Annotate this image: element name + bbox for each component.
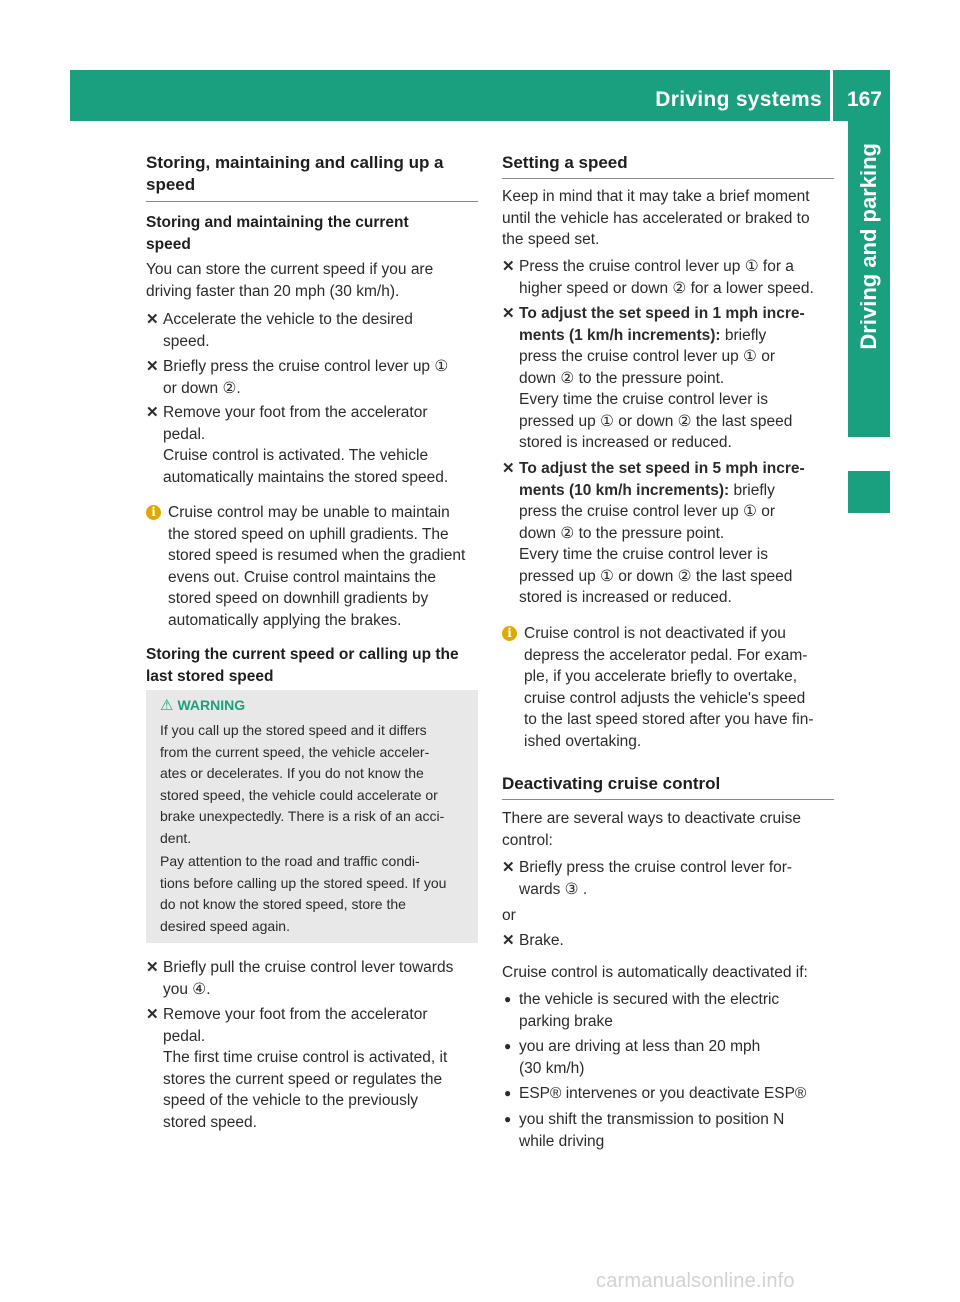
text-line: you ④. <box>163 980 211 998</box>
text-line: pressed up ① or down ② the last speed <box>519 567 793 585</box>
info-note <box>146 502 478 631</box>
text-line: speed. <box>163 332 210 350</box>
section-title: Driving systems <box>655 88 822 111</box>
subheading-line: last stored speed <box>146 667 274 685</box>
text-line: press the cruise control lever up ① or <box>519 503 775 520</box>
subheading-line: Storing the current speed or calling up the <box>146 646 459 663</box>
list-item <box>502 1083 834 1105</box>
text-line: brake unexpectedly. There is a risk of an acci- <box>160 808 445 824</box>
text-span: briefly <box>724 326 767 344</box>
text-line: from the current speed, the vehicle acceler- <box>160 743 430 760</box>
text-line: driving faster than 20 mph (30 km/h). <box>146 282 400 300</box>
section-heading <box>146 152 478 196</box>
step-marker-icon: ✕ <box>146 404 159 421</box>
warning-triangle-icon: ⚠ <box>160 697 174 714</box>
paragraph <box>502 186 834 251</box>
step-marker-icon: ✕ <box>146 959 159 976</box>
text-line: stored is increased or reduced. <box>519 589 732 606</box>
text-line: ates or decelerates. If you do not know the <box>160 765 424 781</box>
text-line: Remove your foot from the accelerator <box>163 1006 428 1023</box>
text-line: Cruise control is activated. The vehicle <box>163 447 429 464</box>
text-line: do not know the stored speed, store the <box>160 896 406 912</box>
instruction-step <box>502 458 834 609</box>
subheading <box>146 644 478 687</box>
text-line: wards ③ . <box>519 880 588 898</box>
paragraph <box>146 259 478 302</box>
text-line: stores the current speed or regulates the <box>163 1070 443 1088</box>
text-line: There are several ways to deactivate cruise <box>502 810 801 827</box>
chapter-marker <box>848 471 890 513</box>
step-marker-icon: ✕ <box>502 258 515 275</box>
header-bar <box>70 70 890 121</box>
subheading-line: speed <box>146 235 191 253</box>
info-note <box>502 623 834 752</box>
text-line: stored speed on downhill gradients by <box>168 590 429 607</box>
section-heading: Deactivating cruise control <box>502 774 721 793</box>
warning-paragraph <box>160 851 470 937</box>
bullet-marker: ● <box>504 992 512 1006</box>
list-item <box>502 1109 834 1152</box>
text-line: evens out. Cruise control maintains the <box>168 568 436 586</box>
text-line: dent. <box>160 829 192 846</box>
subheading <box>146 212 478 255</box>
text-line: The first time cruise control is activated, it <box>163 1049 448 1066</box>
watermark: carmanualsonline.info <box>596 1270 795 1292</box>
chapter-tab-label: Driving and parking <box>856 143 881 350</box>
text-line: press the cruise control lever up ① or <box>519 348 775 365</box>
text-line: Keep in mind that it may take a brief moment <box>502 188 810 205</box>
paragraph <box>502 808 834 851</box>
text-line: Briefly press the cruise control lever for- <box>519 859 793 876</box>
text-line: automatically maintains the stored speed. <box>163 468 449 486</box>
step-marker-icon: ✕ <box>502 859 515 876</box>
info-icon: i <box>502 626 517 641</box>
section-heading: Setting a speed <box>502 153 628 172</box>
text-line: Briefly press the cruise control lever up ① <box>163 358 449 375</box>
text-line: tions before calling up the stored speed. If you <box>160 874 447 891</box>
text-line: ished overtaking. <box>524 732 642 750</box>
bold-text: ments (1 km/h increments): <box>519 326 721 344</box>
text-line: Briefly pull the cruise control lever towards <box>163 959 454 976</box>
text-line: Cruise control is not deactivated if you <box>524 625 786 642</box>
text-line: (30 km/h) <box>519 1059 585 1077</box>
chapter-tab <box>848 121 890 437</box>
text-line: You can store the current speed if you are <box>146 261 434 278</box>
text-line: Remove your foot from the accelerator <box>163 404 428 421</box>
text-line: higher speed or down ② for a lower speed. <box>519 279 814 297</box>
text-line: Every time the cruise control lever is <box>519 391 768 408</box>
step-marker-icon: ✕ <box>146 1006 159 1023</box>
text-line: If you call up the stored speed and it differs <box>160 722 427 738</box>
instruction-step <box>146 957 478 1000</box>
bold-line: To adjust the set speed in 1 mph incre- <box>519 305 805 322</box>
instruction-step <box>146 1004 478 1133</box>
paragraph: Cruise control is automatically deactivated if: <box>502 964 808 981</box>
heading-line: speed <box>146 175 196 194</box>
bullet-marker: ● <box>504 1086 512 1100</box>
text-line: cruise control adjusts the vehicle's speed <box>524 689 806 707</box>
text-line: until the vehicle has accelerated or braked to <box>502 209 810 227</box>
text-line: the stored speed on uphill gradients. The <box>168 525 449 543</box>
text-line: Brake. <box>519 932 564 949</box>
text-line: Cruise control may be unable to maintain <box>168 504 450 521</box>
instruction-step <box>502 857 834 900</box>
bullet-marker: ● <box>504 1039 512 1053</box>
warning-title <box>160 696 245 714</box>
text-line: the vehicle is secured with the electric <box>519 991 780 1008</box>
step-marker-icon: ✕ <box>146 311 159 328</box>
text-line: pedal. <box>163 425 206 443</box>
instruction-step <box>502 256 834 299</box>
instruction-step <box>146 356 478 399</box>
info-icon: i <box>146 505 161 520</box>
text-line: control: <box>502 831 553 849</box>
list-item <box>502 1036 834 1079</box>
text-line: or down ②. <box>163 379 241 397</box>
text-line: depress the accelerator pedal. For exam- <box>524 646 808 664</box>
text-line: Press the cruise control lever up ① for a <box>519 258 794 275</box>
text-line: Every time the cruise control lever is <box>519 546 768 563</box>
page-number: 167 <box>846 88 882 111</box>
text-line: Accelerate the vehicle to the desired <box>163 311 413 328</box>
bold-line: To adjust the set speed in 5 mph incre- <box>519 460 805 477</box>
text-line: you shift the transmission to position N <box>519 1111 785 1128</box>
text-line: desired speed again. <box>160 917 290 934</box>
header-divider <box>830 70 833 121</box>
text-line: stored speed. <box>163 1113 257 1131</box>
step-marker-icon: ✕ <box>502 460 515 477</box>
instruction-step <box>502 303 834 454</box>
bold-text: ments (10 km/h increments): <box>519 481 730 499</box>
heading-rule <box>502 178 834 179</box>
instruction-step <box>502 930 834 952</box>
text-line: parking brake <box>519 1012 613 1030</box>
step-marker-icon: ✕ <box>146 358 159 375</box>
text-span: briefly <box>733 481 775 499</box>
text-line: down ② to the pressure point. <box>519 369 725 387</box>
text-line: Pay attention to the road and traffic condi- <box>160 853 420 869</box>
text-line: stored speed is resumed when the gradient <box>168 547 466 564</box>
warning-label: WARNING <box>177 697 246 713</box>
heading-rule <box>502 799 834 800</box>
step-marker-icon: ✕ <box>502 305 515 322</box>
warning-box <box>146 690 478 943</box>
text-line: down ② to the pressure point. <box>519 524 725 542</box>
text-line: pressed up ① or down ② the last speed <box>519 412 793 430</box>
text-line: to the last speed stored after you have fin- <box>524 711 814 728</box>
text-line: automatically applying the brakes. <box>168 611 402 629</box>
heading-line: Storing, maintaining and calling up a <box>146 153 444 172</box>
or-text: or <box>502 907 516 924</box>
step-marker-icon: ✕ <box>502 932 515 949</box>
text-line: while driving <box>519 1132 605 1150</box>
bullet-marker: ● <box>504 1112 512 1126</box>
text-line: stored is increased or reduced. <box>519 434 732 451</box>
instruction-step <box>146 309 478 352</box>
text-line: stored speed, the vehicle could accelerate or <box>160 786 438 803</box>
list-item <box>502 989 834 1032</box>
text-line: ple, if you accelerate briefly to overtake, <box>524 668 798 685</box>
warning-paragraph <box>160 720 470 849</box>
instruction-step <box>146 402 478 488</box>
text-line: pedal. <box>163 1027 206 1045</box>
text-line: you are driving at less than 20 mph <box>519 1038 761 1055</box>
text-line: speed of the vehicle to the previously <box>163 1092 419 1109</box>
heading-rule <box>146 201 478 202</box>
text-line: ESP® intervenes or you deactivate ESP® <box>519 1085 807 1102</box>
text-line: the speed set. <box>502 231 600 248</box>
subheading-line: Storing and maintaining the current <box>146 214 409 231</box>
